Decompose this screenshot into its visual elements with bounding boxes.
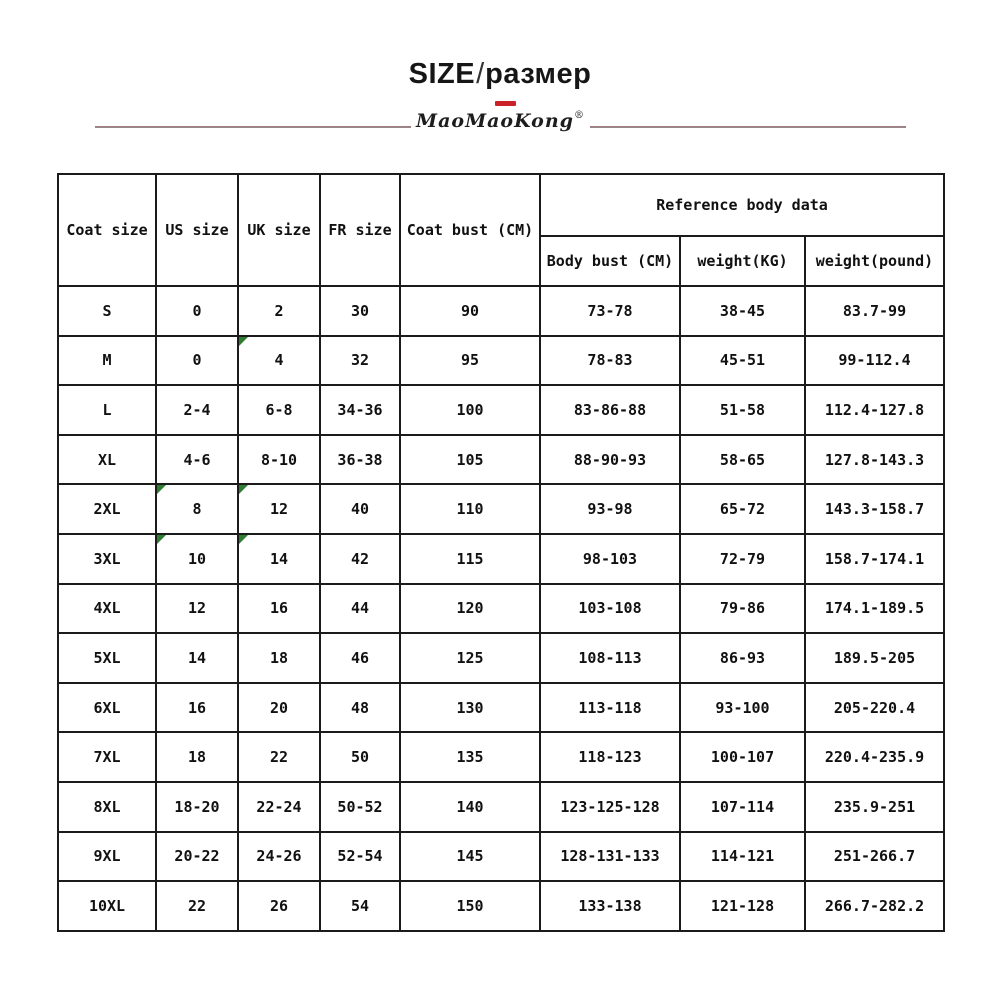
table-row (58, 683, 944, 733)
table-cell: 90 (400, 286, 540, 336)
decorative-line-left (95, 126, 411, 128)
decorative-line-right (590, 126, 906, 128)
table-cell: 235.9-251 (805, 782, 944, 832)
table-cell: 12 (156, 584, 238, 634)
table-cell: 121-128 (680, 881, 805, 931)
table-cell: 83.7-99 (805, 286, 944, 336)
table-cell: 50 (320, 732, 400, 782)
col-header-body-bust: Body bust (CM) (540, 236, 680, 286)
col-header-uk-size: UK size (238, 174, 320, 286)
table-cell: 143.3-158.7 (805, 484, 944, 534)
cell-corner-marker (239, 485, 248, 494)
table-cell: XL (58, 435, 156, 485)
table-cell: 128-131-133 (540, 832, 680, 882)
table-cell: 140 (400, 782, 540, 832)
table-cell: 100 (400, 385, 540, 435)
table-row (58, 782, 944, 832)
table-row (58, 534, 944, 584)
table-cell: 8 (156, 484, 238, 534)
table-cell: 123-125-128 (540, 782, 680, 832)
table-cell: 45-51 (680, 336, 805, 386)
table-cell: 14 (156, 633, 238, 683)
table-row (58, 435, 944, 485)
table-cell: 113-118 (540, 683, 680, 733)
table-cell: 251-266.7 (805, 832, 944, 882)
brand-name-text: MaoMaoKong (416, 110, 574, 132)
table-cell: 10XL (58, 881, 156, 931)
col-header-weight-pound: weight(pound) (805, 236, 944, 286)
table-cell: 174.1-189.5 (805, 584, 944, 634)
table-cell: 18 (156, 732, 238, 782)
table-row (58, 484, 944, 534)
table-cell: 98-103 (540, 534, 680, 584)
table-cell: 12 (238, 484, 320, 534)
size-table (57, 173, 945, 932)
table-cell: 8-10 (238, 435, 320, 485)
table-cell: 108-113 (540, 633, 680, 683)
table-cell: 24-26 (238, 832, 320, 882)
table-cell: 8XL (58, 782, 156, 832)
table-cell: 51-58 (680, 385, 805, 435)
table-cell: 6XL (58, 683, 156, 733)
table-cell: 50-52 (320, 782, 400, 832)
table-cell: 118-123 (540, 732, 680, 782)
col-header-weight-kg: weight(KG) (680, 236, 805, 286)
table-cell: 20-22 (156, 832, 238, 882)
table-cell: 220.4-235.9 (805, 732, 944, 782)
table-row (58, 336, 944, 386)
table-row (58, 286, 944, 336)
table-cell: 93-98 (540, 484, 680, 534)
title-separator: / (476, 58, 485, 90)
table-cell: 26 (238, 881, 320, 931)
table-cell: 4-6 (156, 435, 238, 485)
table-cell: 78-83 (540, 336, 680, 386)
table-cell: 22-24 (238, 782, 320, 832)
table-cell: 73-78 (540, 286, 680, 336)
table-cell: 120 (400, 584, 540, 634)
col-header-coat-bust: Coat bust (CM) (400, 174, 540, 286)
col-header-us-size: US size (156, 174, 238, 286)
table-cell: 103-108 (540, 584, 680, 634)
table-cell: 5XL (58, 633, 156, 683)
table-cell: 93-100 (680, 683, 805, 733)
table-cell: 150 (400, 881, 540, 931)
col-group-header-reference-body-data: Reference body data (540, 174, 944, 236)
col-header-coat-size: Coat size (58, 174, 156, 286)
table-cell: 34-36 (320, 385, 400, 435)
table-cell: M (58, 336, 156, 386)
table-cell: 22 (238, 732, 320, 782)
table-cell: 79-86 (680, 584, 805, 634)
table-cell: 145 (400, 832, 540, 882)
table-cell: 2-4 (156, 385, 238, 435)
table-row (58, 832, 944, 882)
table-cell: 16 (156, 683, 238, 733)
table-cell: 86-93 (680, 633, 805, 683)
table-cell: 3XL (58, 534, 156, 584)
table-cell: 2 (238, 286, 320, 336)
red-accent-dash (495, 101, 516, 106)
table-cell: 18-20 (156, 782, 238, 832)
table-cell: 72-79 (680, 534, 805, 584)
table-cell: 6-8 (238, 385, 320, 435)
table-cell: 10 (156, 534, 238, 584)
table-cell: 135 (400, 732, 540, 782)
table-cell: 125 (400, 633, 540, 683)
brand-logo (0, 110, 1000, 132)
table-cell: 110 (400, 484, 540, 534)
table-row (58, 584, 944, 634)
table-cell: L (58, 385, 156, 435)
table-cell: 32 (320, 336, 400, 386)
table-cell: 58-65 (680, 435, 805, 485)
table-cell: 205-220.4 (805, 683, 944, 733)
table-cell: 9XL (58, 832, 156, 882)
table-cell: 18 (238, 633, 320, 683)
size-table-body (58, 286, 944, 931)
cell-corner-marker (239, 337, 248, 346)
table-cell: 115 (400, 534, 540, 584)
table-cell: 30 (320, 286, 400, 336)
table-cell: 7XL (58, 732, 156, 782)
cell-corner-marker (239, 535, 248, 544)
table-cell: 133-138 (540, 881, 680, 931)
table-cell: 52-54 (320, 832, 400, 882)
table-row (58, 385, 944, 435)
table-row (58, 881, 944, 931)
table-cell: 0 (156, 336, 238, 386)
table-cell: 130 (400, 683, 540, 733)
col-header-fr-size: FR size (320, 174, 400, 286)
table-cell: 100-107 (680, 732, 805, 782)
table-cell: 112.4-127.8 (805, 385, 944, 435)
table-cell: 266.7-282.2 (805, 881, 944, 931)
title-razmer-text: размер (485, 58, 592, 90)
table-cell: 189.5-205 (805, 633, 944, 683)
table-cell: 99-112.4 (805, 336, 944, 386)
table-cell: 4 (238, 336, 320, 386)
table-cell: 16 (238, 584, 320, 634)
table-cell: 36-38 (320, 435, 400, 485)
table-cell: 2XL (58, 484, 156, 534)
registered-trademark-icon: ® (573, 110, 584, 121)
table-row (58, 633, 944, 683)
table-cell: 38-45 (680, 286, 805, 336)
table-cell: 65-72 (680, 484, 805, 534)
table-cell: 105 (400, 435, 540, 485)
table-cell: 83-86-88 (540, 385, 680, 435)
table-cell: 20 (238, 683, 320, 733)
table-cell: 4XL (58, 584, 156, 634)
table-cell: 88-90-93 (540, 435, 680, 485)
table-cell: 14 (238, 534, 320, 584)
table-cell: 107-114 (680, 782, 805, 832)
cell-corner-marker (157, 535, 166, 544)
page-title (0, 58, 1000, 91)
table-cell: 114-121 (680, 832, 805, 882)
table-cell: 0 (156, 286, 238, 336)
table-cell: 40 (320, 484, 400, 534)
table-cell: 44 (320, 584, 400, 634)
table-cell: 48 (320, 683, 400, 733)
table-cell: 42 (320, 534, 400, 584)
table-cell: 127.8-143.3 (805, 435, 944, 485)
title-size-text: SIZE (408, 58, 476, 90)
table-row (58, 732, 944, 782)
table-cell: 158.7-174.1 (805, 534, 944, 584)
table-cell: 46 (320, 633, 400, 683)
table-cell: 95 (400, 336, 540, 386)
table-cell: S (58, 286, 156, 336)
table-cell: 22 (156, 881, 238, 931)
table-cell: 54 (320, 881, 400, 931)
cell-corner-marker (157, 485, 166, 494)
